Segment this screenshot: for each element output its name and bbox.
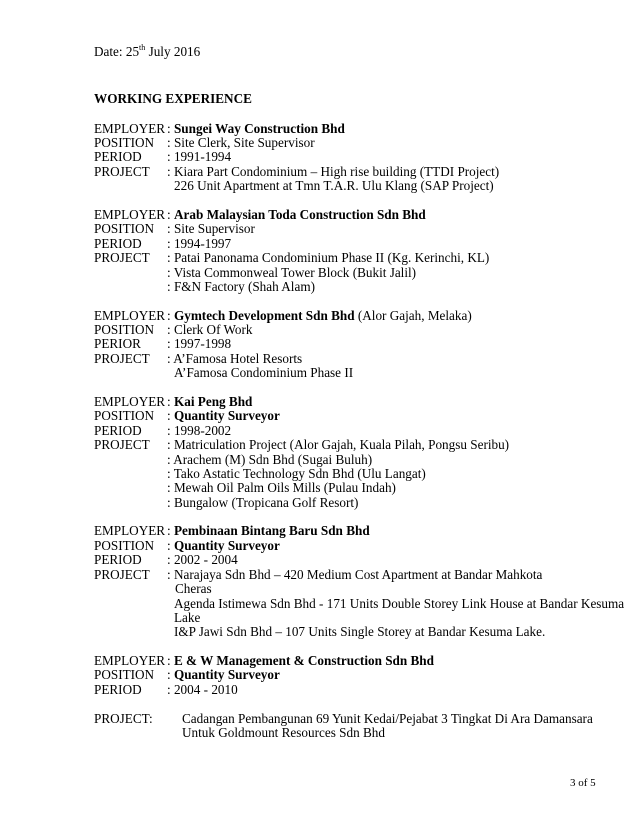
project-label: PROJECT [94, 164, 150, 179]
position-value: : Quantity Surveyor [167, 408, 280, 423]
period-label: PERIOD [94, 423, 142, 438]
project-continuation: A’Famosa Condominium Phase II [174, 365, 354, 380]
project-value: : Mewah Oil Palm Oils Mills (Pulau Indah) [167, 480, 396, 495]
position-label: POSITION [94, 135, 155, 150]
period-value: : 1997-1998 [167, 336, 232, 351]
page-number: 3 of 5 [570, 777, 596, 789]
position-value: : Quantity Surveyor [167, 667, 280, 682]
period-label: PERIOD [94, 682, 142, 697]
period-label: PERIOD [94, 236, 142, 251]
project-value: : Matriculation Project (Alor Gajah, Kuala Pilah, Pongsu Seribu) [167, 437, 510, 452]
employer-label: EMPLOYER [94, 653, 166, 668]
project-value: : Bungalow (Tropicana Golf Resort) [167, 495, 359, 510]
project-continuation: 226 Unit Apartment at Tmn T.A.R. Ulu Klang (SAP Project) [174, 178, 494, 193]
position-label: POSITION [94, 221, 155, 236]
position-label: POSITION [94, 667, 155, 682]
employer-value: : Arab Malaysian Toda Construction Sdn Bhd [167, 207, 426, 222]
period-value: : 2004 - 2010 [167, 682, 238, 697]
position-value: : Site Clerk, Site Supervisor [167, 135, 315, 150]
employer-value: : Pembinaan Bintang Baru Sdn Bhd [167, 523, 370, 538]
period-value: : 1994-1997 [167, 236, 232, 251]
employer-label: EMPLOYER [94, 308, 166, 323]
employer-value: : E & W Management & Construction Sdn Bhd [167, 653, 434, 668]
project-value: : A’Famosa Hotel Resorts [167, 351, 303, 366]
period-value: : 2002 - 2004 [167, 552, 238, 567]
project-continuation: Untuk Goldmount Resources Sdn Bhd [182, 725, 385, 740]
employer-value: : Kai Peng Bhd [167, 394, 253, 409]
employer-label: EMPLOYER [94, 523, 166, 538]
position-value: : Clerk Of Work [167, 322, 253, 337]
position-label: POSITION [94, 538, 155, 553]
project-value: : Kiara Part Condominium – High rise building (TTDI Project) [167, 164, 500, 179]
project-value: : F&N Factory (Shah Alam) [167, 279, 315, 294]
project-label: PROJECT [94, 250, 150, 265]
period-label: PERIOR [94, 336, 141, 351]
project-value: : Vista Commonweal Tower Block (Bukit Jalil) [167, 265, 417, 280]
project-label: PROJECT [94, 567, 150, 582]
employer-label: EMPLOYER [94, 121, 166, 136]
project-value: Cadangan Pembangunan 69 Yunit Kedai/Pejabat 3 Tingkat Di Ara Damansara [182, 711, 593, 726]
project-value: : Patai Panonama Condominium Phase II (Kg. Kerinchi, KL) [167, 250, 490, 265]
position-value: : Quantity Surveyor [167, 538, 280, 553]
employer-label: EMPLOYER [94, 207, 166, 222]
employer-value: : Sungei Way Construction Bhd [167, 121, 345, 136]
period-value: : 1998-2002 [167, 423, 232, 438]
project-value: : Narajaya Sdn Bhd – 420 Medium Cost Apartment at Bandar Mahkota [167, 567, 543, 582]
period-label: PERIOD [94, 149, 142, 164]
employer-value: : Gymtech Development Sdn Bhd (Alor Gajah, Melaka) [167, 308, 472, 323]
position-label: POSITION [94, 408, 155, 423]
position-label: POSITION [94, 322, 155, 337]
project-label: PROJECT: [94, 711, 153, 726]
project-continuation: I&P Jawi Sdn Bhd – 107 Units Single Storey at Bandar Kesuma Lake. [174, 624, 546, 639]
document-date: Date: 25th July 2016 [94, 42, 201, 59]
project-value: : Arachem (M) Sdn Bhd (Sugai Buluh) [167, 452, 373, 467]
section-heading: WORKING EXPERIENCE [94, 91, 252, 106]
position-value: : Site Supervisor [167, 221, 255, 236]
project-label: PROJECT [94, 351, 150, 366]
project-label: PROJECT [94, 437, 150, 452]
project-continuation: Agenda Istimewa Sdn Bhd - 171 Units Double Storey Link House at Bandar Kesuma [174, 596, 625, 611]
period-label: PERIOD [94, 552, 142, 567]
period-value: : 1991-1994 [167, 149, 232, 164]
employer-label: EMPLOYER [94, 394, 166, 409]
project-continuation: Cheras [175, 581, 212, 596]
project-value: : Tako Astatic Technology Sdn Bhd (Ulu Langat) [167, 466, 426, 481]
project-continuation: Lake [174, 610, 201, 625]
